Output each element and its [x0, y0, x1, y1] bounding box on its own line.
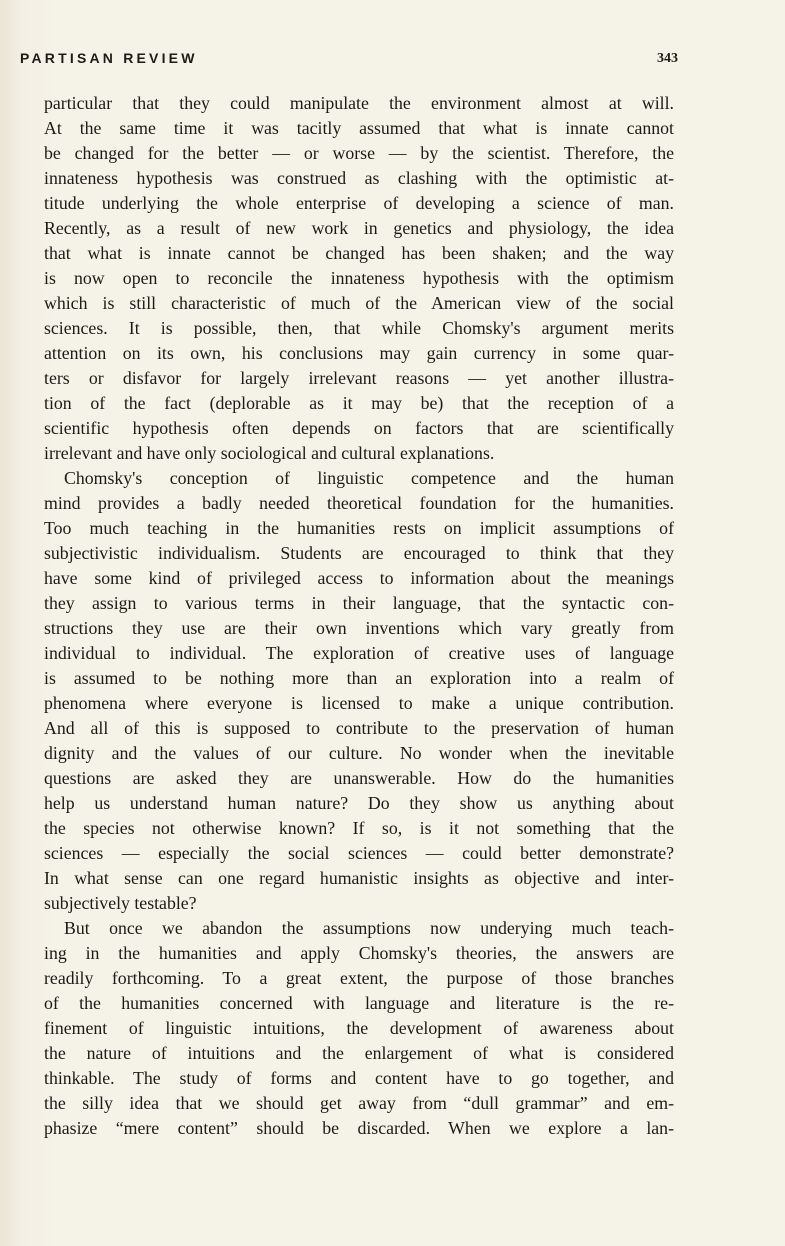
text-line: the nature of intuitions and the enlargement of what is considered [44, 1043, 674, 1063]
text-line: be changed for the better — or worse — by the scientist. Therefore, the [44, 143, 674, 163]
text-line: questions are asked they are unanswerable. How do the humanities [44, 768, 674, 788]
text-line: At the same time it was tacitly assumed that what is innate cannot [44, 118, 674, 138]
text-line: have some kind of privileged access to information about the meanings [44, 568, 674, 588]
text-line: of the humanities concerned with language and literature is the re- [44, 993, 674, 1013]
text-line: Chomsky's conception of linguistic competence and the human [64, 468, 674, 488]
body-text [44, 91, 674, 1141]
text-line: attention on its own, his conclusions may gain currency in some quar- [44, 343, 674, 363]
running-head [20, 50, 678, 72]
text-line: individual to individual. The exploration of creative uses of language [44, 643, 674, 663]
text-line: subjectively testable? [44, 893, 197, 913]
text-line: titude underlying the whole enterprise of developing a science of man. [44, 193, 674, 213]
text-line: the silly idea that we should get away from “dull grammar” and em- [44, 1093, 674, 1113]
text-line: scientific hypothesis often depends on factors that are scientifically [44, 418, 674, 438]
text-line: Recently, as a result of new work in genetics and physiology, the idea [44, 218, 674, 238]
text-line: And all of this is supposed to contribute to the preservation of human [44, 718, 674, 738]
journal-title: PARTISAN REVIEW [20, 50, 198, 66]
page-number: 343 [657, 51, 678, 66]
text-line: finement of linguistic intuitions, the development of awareness about [44, 1018, 674, 1038]
text-line: that what is innate cannot be changed has been shaken; and the way [44, 243, 674, 263]
text-line: But once we abandon the assumptions now underying much teach- [64, 918, 674, 938]
text-line: In what sense can one regard humanistic insights as objective and inter- [44, 868, 674, 888]
text-line: readily forthcoming. To a great extent, the purpose of those branches [44, 968, 674, 988]
text-line: mind provides a badly needed theoretical foundation for the humanities. [44, 493, 674, 513]
text-line: sciences. It is possible, then, that while Chomsky's argument merits [44, 318, 674, 338]
text-line: they assign to various terms in their language, that the syntactic con- [44, 593, 674, 613]
text-line: dignity and the values of our culture. No wonder when the inevitable [44, 743, 674, 763]
text-line: thinkable. The study of forms and content have to go together, and [44, 1068, 674, 1088]
paragraph-1 [44, 91, 674, 466]
text-line: subjectivistic individualism. Students are encouraged to think that they [44, 543, 674, 563]
text-line: ters or disfavor for largely irrelevant reasons — yet another illustra- [44, 368, 674, 388]
text-line: Too much teaching in the humanities rests on implicit assumptions of [44, 518, 674, 538]
text-line: ing in the humanities and apply Chomsky's theories, the answers are [44, 943, 674, 963]
text-line: the species not otherwise known? If so, is it not something that the [44, 818, 674, 838]
text-line: particular that they could manipulate the environment almost at will. [44, 93, 674, 113]
text-line: structions they use are their own inventions which vary greatly from [44, 618, 674, 638]
text-line: which is still characteristic of much of the American view of the social [44, 293, 674, 313]
text-line: is now open to reconcile the innateness hypothesis with the optimism [44, 268, 674, 288]
paragraph-3 [44, 916, 674, 1141]
text-line: sciences — especially the social sciences — could better demonstrate? [44, 843, 674, 863]
text-line: irrelevant and have only sociological and cultural explanations. [44, 443, 495, 463]
text-line: phasize “mere content” should be discarded. When we explore a lan- [44, 1118, 674, 1138]
text-line: phenomena where everyone is licensed to make a unique contribution. [44, 693, 674, 713]
paragraph-2 [44, 466, 674, 916]
text-line: is assumed to be nothing more than an exploration into a realm of [44, 668, 674, 688]
text-line: innateness hypothesis was construed as clashing with the optimistic at- [44, 168, 674, 188]
text-line: tion of the fact (deplorable as it may be) that the reception of a [44, 393, 674, 413]
text-line: help us understand human nature? Do they show us anything about [44, 793, 674, 813]
